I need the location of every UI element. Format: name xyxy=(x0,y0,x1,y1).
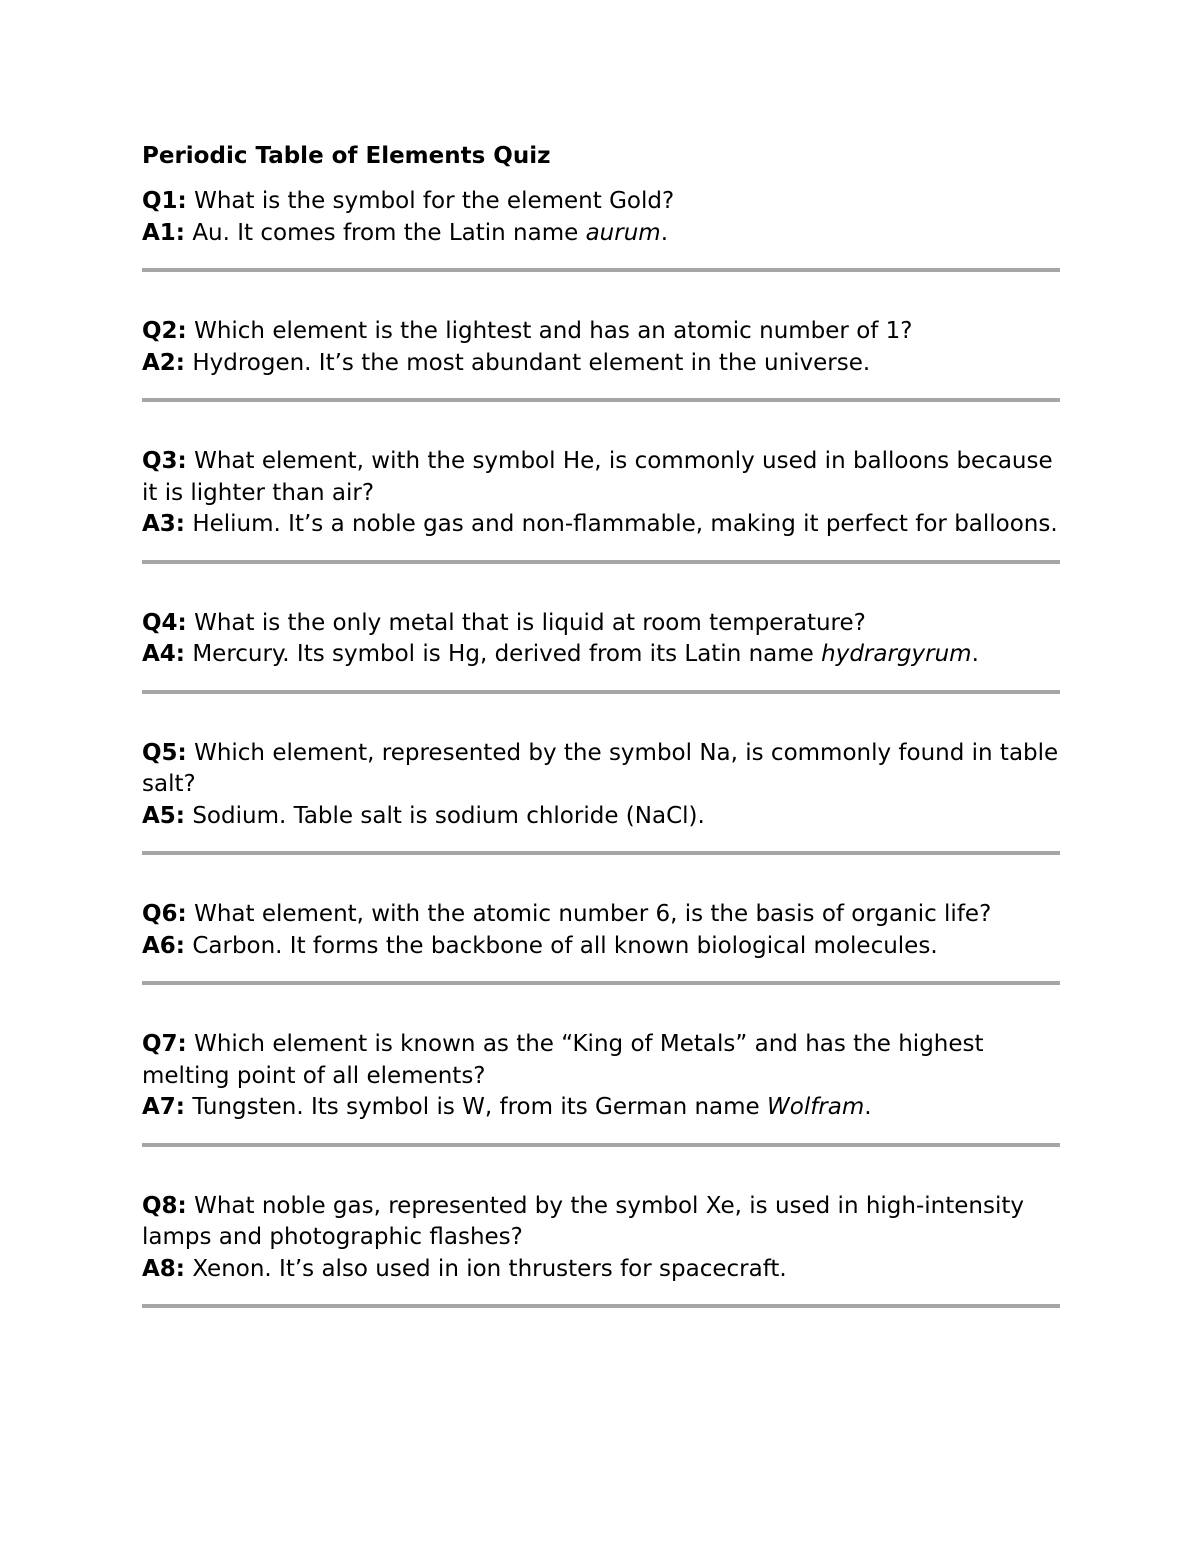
answer-text: Hydrogen. It’s the most abundant element in the universe. xyxy=(192,349,871,376)
question-8 xyxy=(142,1191,1060,1254)
divider xyxy=(142,851,1060,855)
divider xyxy=(142,560,1060,564)
answer-italic: hydrargyrum xyxy=(821,641,972,667)
question-text: What is the only metal that is liquid at room temperature? xyxy=(194,609,866,636)
qa-item-1 xyxy=(142,186,1060,249)
question-label: Q5: xyxy=(142,739,187,766)
answer-5 xyxy=(142,801,1060,833)
answer-text: Xenon. It’s also used in ion thrusters for spacecraft. xyxy=(192,1255,787,1282)
question-label: Q4: xyxy=(142,609,187,636)
answer-4 xyxy=(142,639,1060,671)
question-3 xyxy=(142,446,1060,509)
answer-label: A2: xyxy=(142,349,186,376)
qa-item-3 xyxy=(142,446,1060,541)
qa-item-7 xyxy=(142,1029,1060,1124)
answer-text: Helium. It’s a noble gas and non-flammable, making it perfect for balloons. xyxy=(192,511,1058,537)
answer-text: Mercury. Its symbol is Hg, derived from its Latin name xyxy=(192,641,822,667)
answer-after: . xyxy=(971,641,979,667)
answer-3 xyxy=(142,509,1060,541)
qa-item-8 xyxy=(142,1191,1060,1286)
divider xyxy=(142,1143,1060,1147)
qa-item-6 xyxy=(142,899,1060,962)
question-7 xyxy=(142,1029,1060,1092)
answer-text: Au. It comes from the Latin name xyxy=(192,219,586,246)
answer-text: Carbon. It forms the backbone of all known biological molecules. xyxy=(192,932,938,959)
answer-8 xyxy=(142,1254,1060,1286)
answer-2 xyxy=(142,348,1060,380)
qa-item-5 xyxy=(142,738,1060,833)
answer-label: A8: xyxy=(142,1255,186,1282)
answer-label: A3: xyxy=(142,511,186,537)
answer-label: A1: xyxy=(142,219,186,246)
answer-label: A4: xyxy=(142,641,186,667)
answer-italic: aurum xyxy=(585,219,661,246)
question-1 xyxy=(142,186,1060,218)
answer-after: . xyxy=(660,219,668,246)
question-text: Which element, represented by the symbol Na, is commonly found in table salt? xyxy=(142,739,1059,797)
question-2 xyxy=(142,316,1060,348)
divider xyxy=(142,690,1060,694)
divider xyxy=(142,268,1060,272)
qa-item-4 xyxy=(142,608,1060,671)
document-title: Periodic Table of Elements Quiz xyxy=(142,143,551,169)
answer-italic: Wolfram xyxy=(767,1094,865,1120)
question-label: Q8: xyxy=(142,1192,187,1219)
question-text: Which element is known as the “King of Metals” and has the highest melting point of all elements? xyxy=(142,1031,984,1089)
answer-7 xyxy=(142,1092,1060,1124)
question-label: Q2: xyxy=(142,318,187,344)
answer-label: A5: xyxy=(142,802,186,829)
divider xyxy=(142,1304,1060,1308)
question-4 xyxy=(142,608,1060,640)
question-text: What element, with the atomic number 6, is the basis of organic life? xyxy=(194,901,992,927)
question-text: What noble gas, represented by the symbol Xe, is used in high-intensity lamps and photographic flashes? xyxy=(142,1192,1024,1250)
divider xyxy=(142,398,1060,402)
question-label: Q7: xyxy=(142,1031,187,1057)
question-6 xyxy=(142,899,1060,931)
question-5 xyxy=(142,738,1060,801)
question-label: Q1: xyxy=(142,188,187,214)
answer-label: A7: xyxy=(142,1094,186,1120)
qa-item-2 xyxy=(142,316,1060,379)
answer-1 xyxy=(142,218,1060,250)
document-page xyxy=(142,140,1060,1352)
question-text: What element, with the symbol He, is commonly used in balloons because it is lighter than air? xyxy=(142,448,1053,506)
question-text: Which element is the lightest and has an atomic number of 1? xyxy=(194,318,913,344)
question-label: Q3: xyxy=(142,448,187,474)
answer-after: . xyxy=(864,1094,872,1120)
question-label: Q6: xyxy=(142,901,187,927)
answer-6 xyxy=(142,931,1060,963)
answer-text: Tungsten. Its symbol is W, from its German name xyxy=(192,1094,767,1120)
answer-text: Sodium. Table salt is sodium chloride (NaCl). xyxy=(192,802,705,829)
question-text: What is the symbol for the element Gold? xyxy=(194,188,675,214)
divider xyxy=(142,981,1060,985)
answer-label: A6: xyxy=(142,932,186,959)
